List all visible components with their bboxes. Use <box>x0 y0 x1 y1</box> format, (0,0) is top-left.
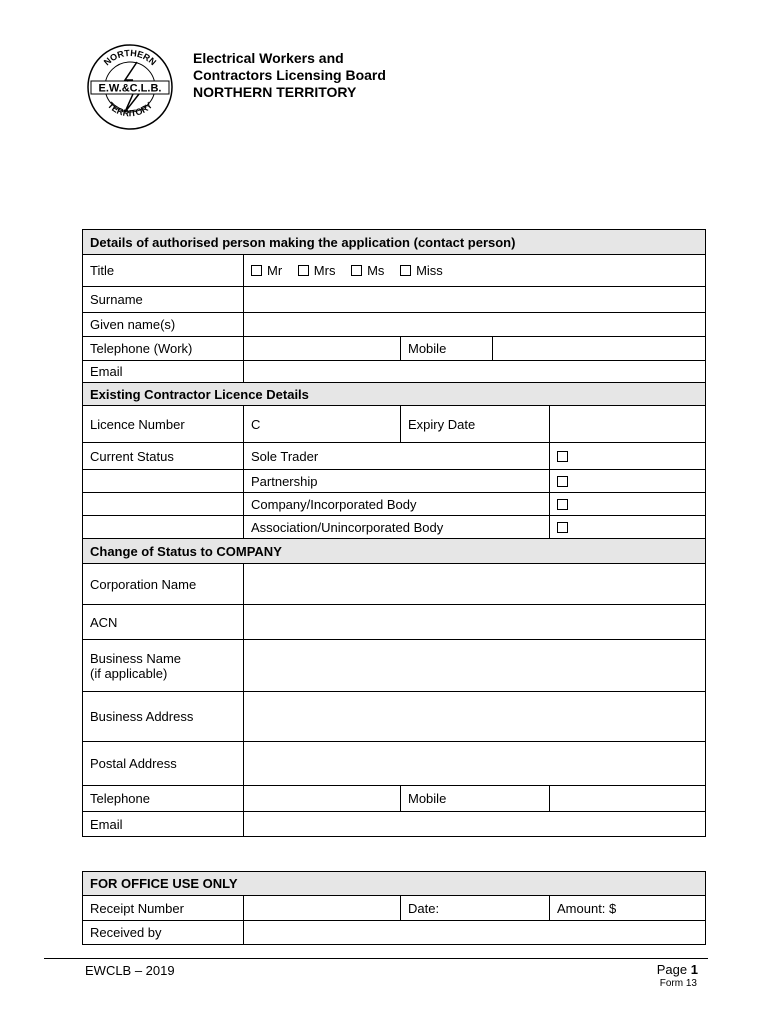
date-label: Date: <box>401 896 550 921</box>
title-option-miss[interactable]: Miss <box>400 263 443 278</box>
sole-trader-checkbox[interactable] <box>557 451 568 462</box>
association-checkbox-cell[interactable] <box>550 516 706 539</box>
corporation-name-label: Corporation Name <box>83 564 244 605</box>
sole-trader-checkbox-cell[interactable] <box>550 443 706 470</box>
title-options <box>244 255 706 287</box>
footer-form-number: Form 13 <box>659 978 697 989</box>
email-field[interactable] <box>244 361 706 383</box>
telephone-work-label: Telephone (Work) <box>83 337 244 361</box>
email-label: Email <box>83 812 244 837</box>
status-company: Company/Incorporated Body <box>244 493 550 516</box>
business-name-sublabel: (if applicable) <box>90 665 168 681</box>
expiry-date-field[interactable] <box>550 406 706 443</box>
telephone-label: Telephone <box>83 786 244 812</box>
postal-address-field[interactable] <box>244 742 706 786</box>
org-line-3: NORTHERN TERRITORY <box>193 84 357 100</box>
association-checkbox[interactable] <box>557 522 568 533</box>
receipt-number-field[interactable] <box>244 896 401 921</box>
status-blank <box>83 470 244 493</box>
status-partnership: Partnership <box>244 470 550 493</box>
acn-label: ACN <box>83 605 244 640</box>
licence-number-field[interactable]: C <box>244 406 401 443</box>
logo-bottom-text: TERRITORY <box>105 100 155 119</box>
title-option-mr[interactable]: Mr <box>251 263 282 278</box>
page-number: 1 <box>690 962 698 977</box>
section-change-status-header: Change of Status to COMPANY <box>83 539 706 564</box>
business-name-label: Business Name (if applicable) <box>83 640 244 692</box>
given-names-field[interactable] <box>244 313 706 337</box>
mr-checkbox[interactable] <box>251 265 262 276</box>
surname-label: Surname <box>83 287 244 313</box>
company-checkbox-cell[interactable] <box>550 493 706 516</box>
mobile-field[interactable] <box>493 337 706 361</box>
amount-label: Amount: $ <box>550 896 706 921</box>
company-checkbox[interactable] <box>557 499 568 510</box>
footer-page: Page 1 <box>656 962 698 977</box>
org-line-1: Electrical Workers and <box>193 50 344 66</box>
received-by-field[interactable] <box>244 921 706 945</box>
mobile-label: Mobile <box>401 786 550 812</box>
ms-checkbox[interactable] <box>351 265 362 276</box>
receipt-number-label: Receipt Number <box>83 896 244 921</box>
business-address-label: Business Address <box>83 692 244 742</box>
status-association: Association/Unincorporated Body <box>244 516 550 539</box>
status-blank <box>83 516 244 539</box>
title-label: Title <box>83 255 244 287</box>
logo-top-text: NORTHERN <box>101 47 159 68</box>
mobile-field[interactable] <box>550 786 706 812</box>
miss-checkbox[interactable] <box>400 265 411 276</box>
office-use-table <box>82 871 706 945</box>
business-name-field[interactable] <box>244 640 706 692</box>
partnership-checkbox-cell[interactable] <box>550 470 706 493</box>
section-contact-header: Details of authorised person making the application (contact person) <box>83 230 706 255</box>
mrs-checkbox[interactable] <box>298 265 309 276</box>
title-option-ms[interactable]: Ms <box>351 263 384 278</box>
status-sole-trader: Sole Trader <box>244 443 550 470</box>
organisation-name <box>193 50 386 101</box>
status-blank <box>83 493 244 516</box>
telephone-work-field[interactable] <box>244 337 401 361</box>
postal-address-label: Postal Address <box>83 742 244 786</box>
section-licence-header: Existing Contractor Licence Details <box>83 383 706 406</box>
title-option-mrs[interactable]: Mrs <box>298 263 336 278</box>
received-by-label: Received by <box>83 921 244 945</box>
email-field[interactable] <box>244 812 706 837</box>
application-form-table <box>82 229 706 837</box>
telephone-field[interactable] <box>244 786 401 812</box>
licence-number-label: Licence Number <box>83 406 244 443</box>
given-names-label: Given name(s) <box>83 313 244 337</box>
office-use-header: FOR OFFICE USE ONLY <box>83 872 706 896</box>
business-address-field[interactable] <box>244 692 706 742</box>
org-line-2: Contractors Licensing Board <box>193 67 386 83</box>
surname-field[interactable] <box>244 287 706 313</box>
mobile-label: Mobile <box>401 337 493 361</box>
email-label: Email <box>83 361 244 383</box>
partnership-checkbox[interactable] <box>557 476 568 487</box>
footer-doc-id: EWCLB – 2019 <box>85 963 175 978</box>
board-logo <box>87 44 173 130</box>
footer-divider <box>44 958 708 959</box>
expiry-date-label: Expiry Date <box>401 406 550 443</box>
current-status-label: Current Status <box>83 443 244 470</box>
corporation-name-field[interactable] <box>244 564 706 605</box>
logo-middle-text: E.W.&C.L.B. <box>98 82 162 95</box>
acn-field[interactable] <box>244 605 706 640</box>
